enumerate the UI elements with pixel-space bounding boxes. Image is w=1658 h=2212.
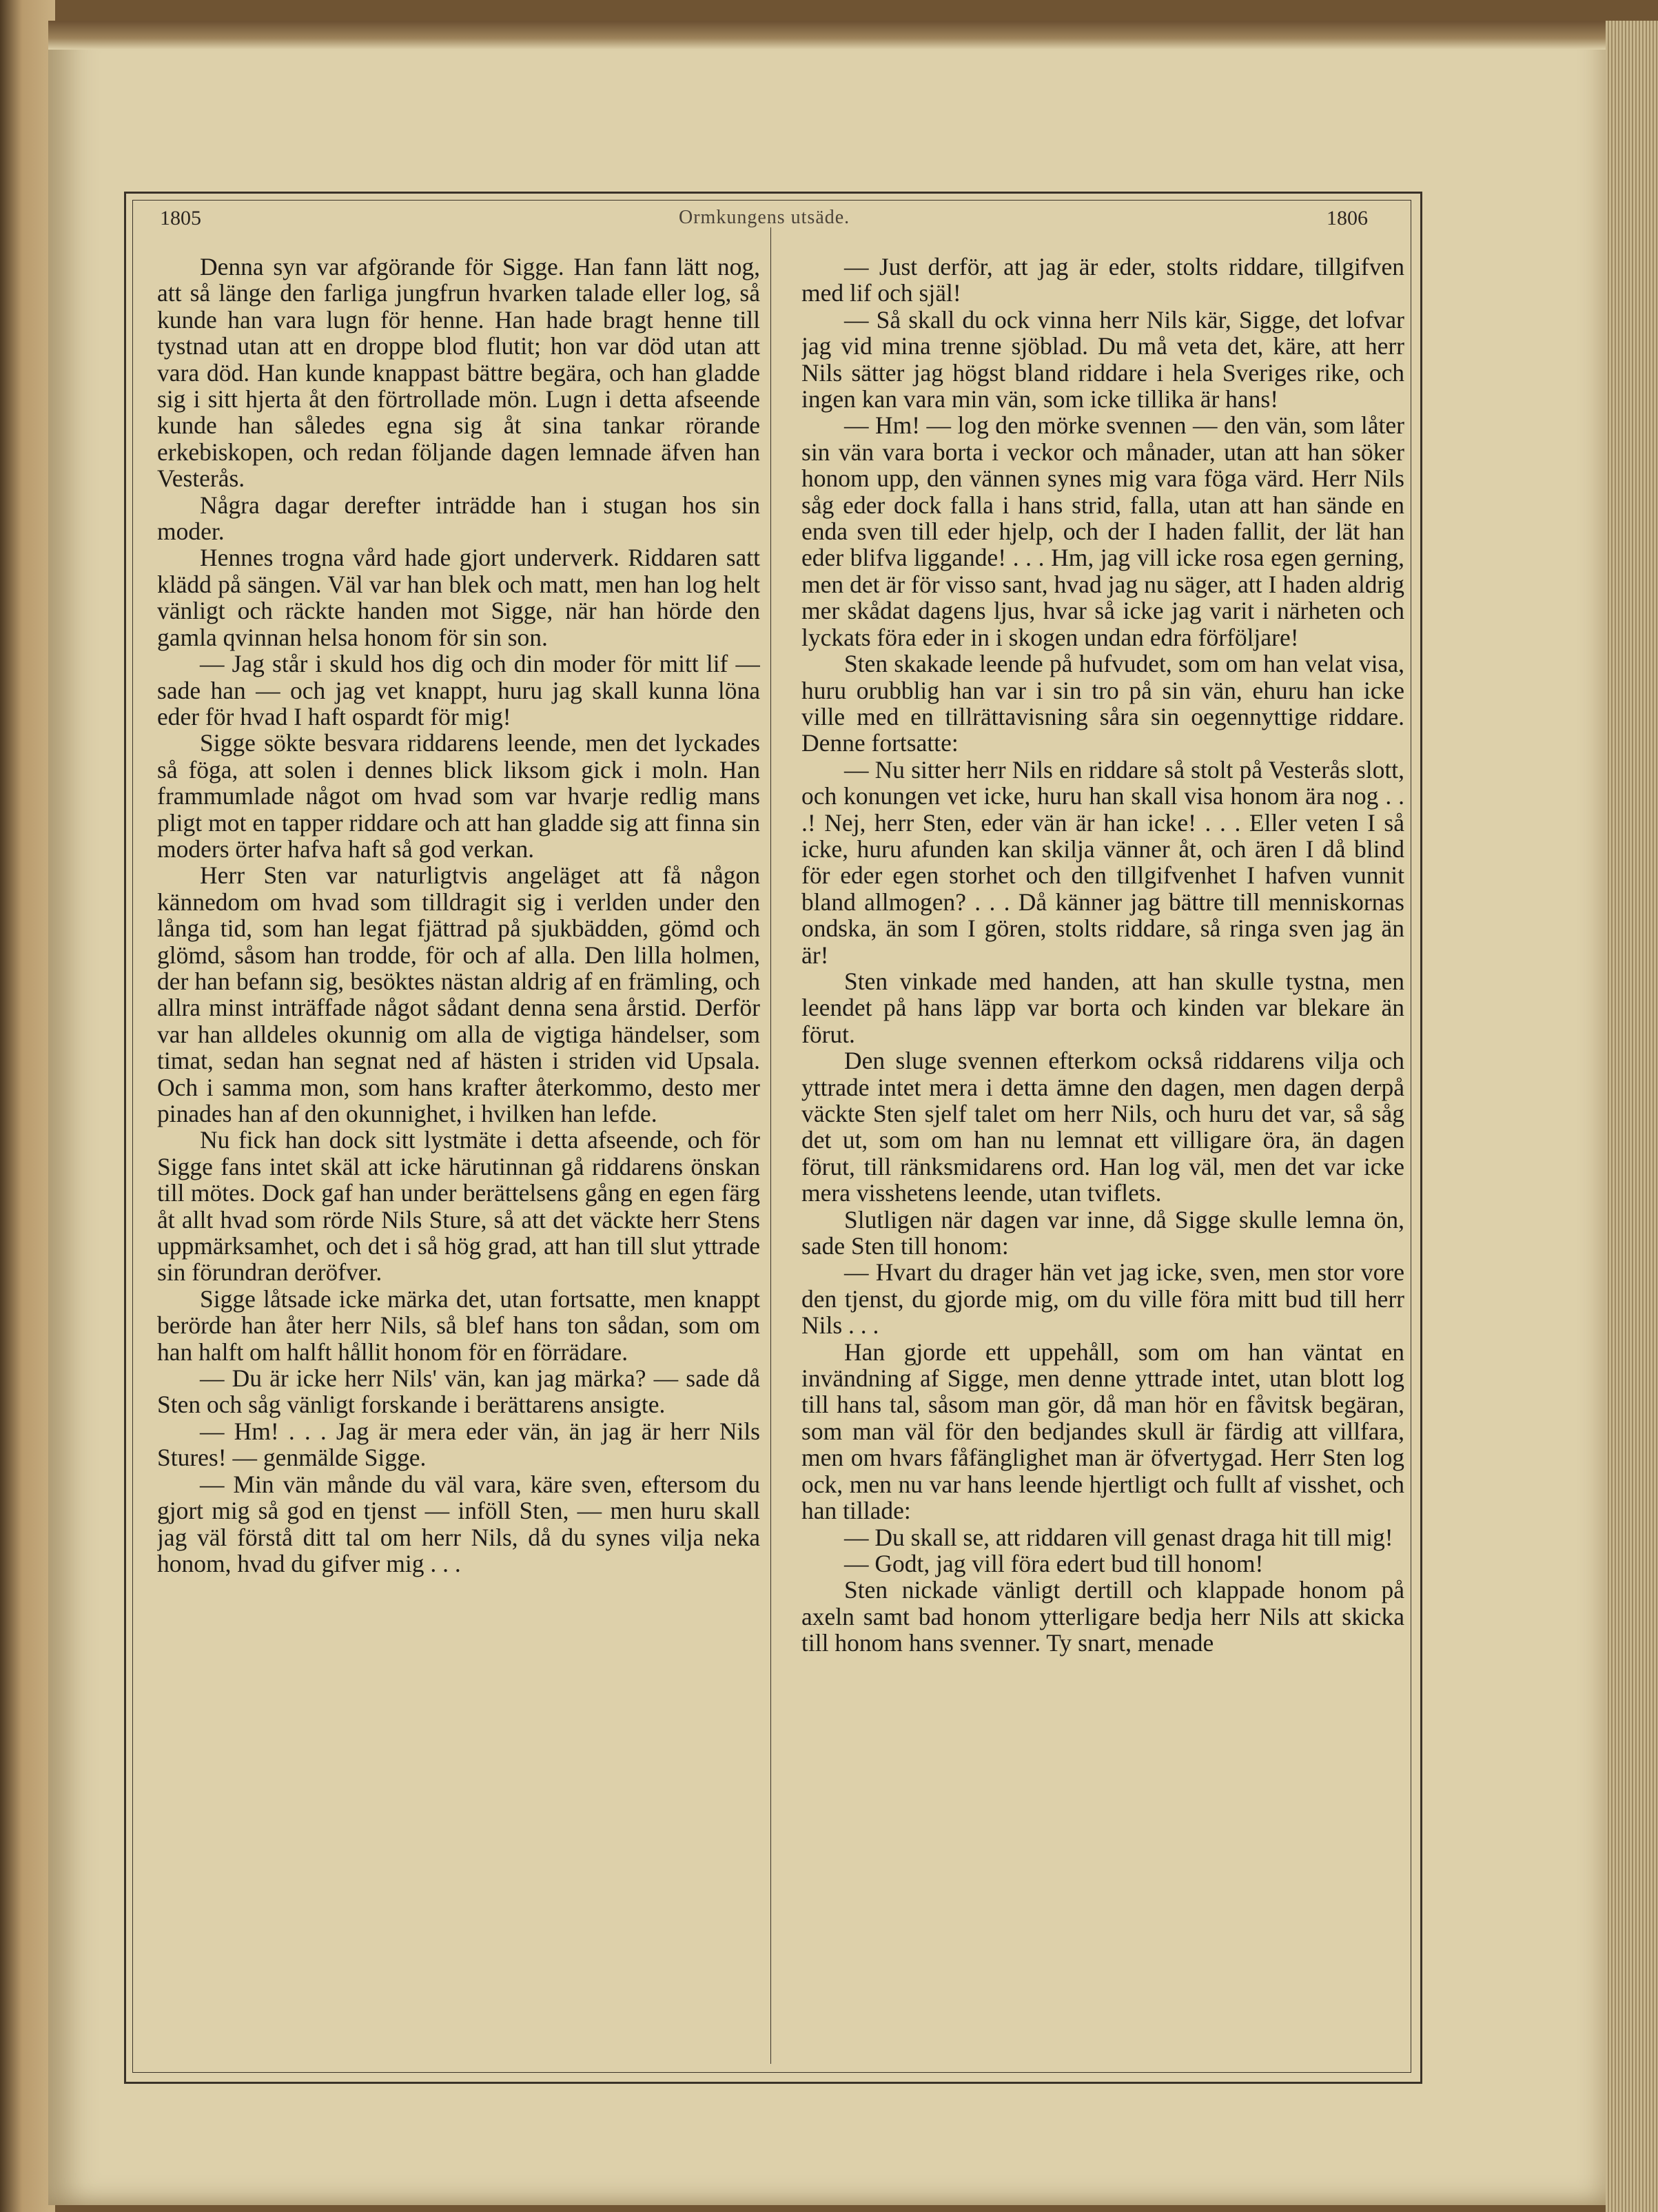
paragraph: Denna syn var afgörande för Sigge. Han fann lätt nog, att så länge den farliga jungfrun hvarken talade eller log, så kunde han vara lugn för henne. Han hade bragt henne till tystnad utan att en droppe blod flutit; hon var död utan att vara död. Han kunde knappast bättre begära, och han gladde sig i sitt hjerta åt den förtrollade mön. Lugn i detta afseende kunde han således egna sig åt sina tankar rörande erkebiskopen, och redan följande dagen lemnade äfven han Vesterås. [157,254,760,493]
paragraph: Sigge sökte besvara riddarens leende, men det lyckades så föga, att solen i dennes blick liksom gick i moln. Han frammumlade något om hvad som var hvarje redlig mans pligt mot en tapper riddare och att han gladde sig att finna sin moders örter hafva haft så god verkan. [157,729,760,863]
page-stack-edge [1606,21,1658,2212]
book-binding-edge [0,0,55,2212]
paragraph: — Godt, jag vill föra edert bud till honom! [844,1549,1264,1577]
paragraph: Hennes trogna vård hade gjort underverk. Riddaren satt klädd på sängen. Väl var han blek och matt, men han log helt vänligt och räckte handen mot Sigge, när han hörde den gamla qvinnan helsa honom för sin son. [157,544,760,651]
paragraph: — Nu sitter herr Nils en riddare så stolt på Vesterås slott, och konungen vet icke, huru han skall visa honom ära nog . . .! Nej, herr Sten, eder vän är han icke! . . . Eller veten I så icke, huru afunden kan skilja vänner åt, och ären I då blind för eder egen storhet och den tillgifvenhet I hafven vunnit bland allmogen? . . . Då känner jag bättre till menniskornas ondska, än som I gören, stolts riddare, så ringa sven jag än är! [801,755,1404,969]
paragraph: — Just derför, att jag är eder, stolts riddare, tillgifven med lif och själ! [801,254,1404,307]
page-top-shadow [48,21,1613,50]
paragraph: Slutligen när dagen var inne, då Sigge skulle lemna ön, sade Sten till honom: [801,1205,1404,1260]
right-text-column [801,254,1404,2052]
left-page-number: 1805 [160,207,201,229]
running-title: Ormkungens utsäde. [679,207,850,228]
paragraph: Sten vinkade med handen, att han skulle tystna, men leendet på hans läpp var borta och kinden var blekare än förut. [801,967,1404,1048]
right-page-number: 1806 [1327,207,1368,229]
paragraph: — Hvart du drager hän vet jag icke, sven, men stor vore den tjenst, du gjorde mig, om du ville föra mitt bud till herr Nils . . . [801,1258,1404,1340]
paragraph: Sigge låtsade icke märka det, utan fortsatte, men knappt berörde han åter herr Nils, så blef hans ton sådan, som om han halft om halft hållit honom för en förrädare. [157,1284,760,1366]
paragraph: Han gjorde ett uppehåll, som om han väntat en invändning af Sigge, men denne yttrade intet, utan blott log till hans tal, såsom man gör, då man hör en fåvitsk begäran, som man väl för den bedjandes skull är färdig att villfara, men om hvars fåfänglighet man är öfvertygad. Herr Sten log ock, men nu var hans leende hjertligt och fullt af visshet, och han tillade: [801,1338,1404,1525]
paragraph: Den sluge svennen efterkom också riddarens vilja och yttrade intet mera i detta ämne den dagen, men dagen derpå väckte Sten sjelf talet om herr Nils, och huru det var, så såg det ut, som om han nu lemnat ett villigare öra, än dagen förut, till ränksmidarens ord. Han log väl, men det var icke mera visshetens leende, utan tviflets. [801,1047,1404,1207]
column-divider [770,227,771,2064]
paragraph: — Du skall se, att riddaren vill genast draga hit till mig! [844,1523,1393,1551]
paragraph: Sten nickade vänligt dertill och klappade honom på axeln samt bad honom ytterligare bedja herr Nils att skicka till honom hans svenner. Ty snart, menade [801,1576,1404,1657]
paragraph: — Du är icke herr Nils' vän, kan jag märka? — sade då Sten och såg vänligt forskande i berättarens ansigte. [157,1364,760,1419]
paragraph: Sten skakade leende på hufvudet, som om han velat visa, huru orubblig han var i sin tro på sin vän, ehuru han icke ville med en tillrättavisning såra sin oegennyttige riddare. Denne fortsatte: [801,650,1404,757]
paragraph: — Så skall du ock vinna herr Nils kär, Sigge, det lofvar jag vid mina trenne sjöblad. Du må veta det, käre, att herr Nils sätter jag högst bland riddare i hela Sveriges rike, och ingen kan vara min vän, som icke tillika är hans! [801,305,1404,413]
paragraph: — Hm! — log den mörke svennen — den vän, som låter sin vän vara borta i veckor och månader, utan att han söker honom upp, den vännen synes mig vara föga värd. Herr Nils såg eder dock falla i hans strid, falla, utan att han sände en enda sven till eder hjelp, och der I haden fallit, der lät han eder blifva liggande! . . . Hm, jag vill icke rosa egen gerning, men det är för visso sant, hvad jag nu säger, att I haden aldrig mer skådat dagens ljus, hvar så icke jag varit i närheten och lyckats föra eder in i skogen undan edra förföljare! [801,411,1404,651]
paragraph: — Min vän månde du väl vara, käre sven, eftersom du gjort mig så god en tjenst — inföll Sten, — men huru skall jag väl förstå ditt tal om herr Nils, då du synes vilja neka honom, hvad du gifver mig . . . [157,1470,760,1577]
paragraph: Några dagar derefter inträdde han i stugan hos sin moder. [157,491,760,546]
paragraph: — Jag står i skuld hos dig och din moder för mitt lif — sade han — och jag vet knappt, huru jag skall kunna löna eder för hvad I haft ospardt för mig! [157,650,760,730]
paragraph: Herr Sten var naturligtvis angeläget att få någon kännedom om hvad som tilldragit sig i verlden under den långa tid, som han legat fjättrad på sjukbädden, gömd och glömd, såsom han trodde, för och af alla. Den lilla holmen, der han befann sig, besöktes nästan aldrig af en främling, och allra minst inträffade något sådant denna sena årstid. Derför var han alldeles okunnig om alla de vigtiga händelser, som timat, sedan han segnat ned af hästen i striden vid Upsala. Och i samma mon, som hans krafter återkommo, desto mer pinades han af den okunnighet, i hvilken han lefde. [157,861,760,1127]
left-text-column [157,254,760,2052]
paragraph: — Hm! . . . Jag är mera eder vän, än jag är herr Nils Stures! — genmälde Sigge. [157,1417,760,1472]
paragraph: Nu fick han dock sitt lystmäte i detta afseende, och för Sigge fans intet skäl att icke härutinnan gå riddarens önskan till mötes. Dock gaf han under berättelsens gång en egen färg åt allt hvad som rörde Nils Sture, så att det väckte herr Stens uppmärksamhet, och det i så hög grad, att han till slut yttrade sin förundran deröfver. [157,1126,760,1287]
